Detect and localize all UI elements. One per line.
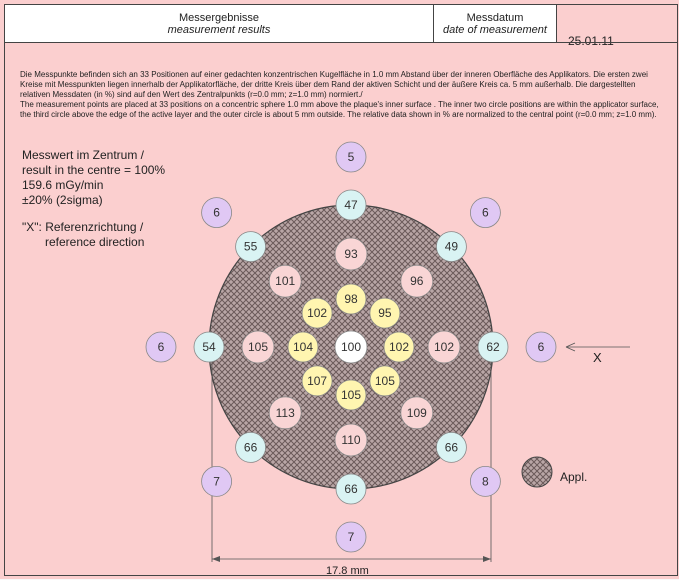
ring2-point-0-value: 93 xyxy=(344,247,358,261)
ring4-point-0 xyxy=(336,142,366,172)
ring3-point-2 xyxy=(478,332,508,362)
info-line-2: result in the centre = 100% xyxy=(22,163,166,177)
ring2-point-5 xyxy=(269,397,301,429)
ring2-point-1 xyxy=(401,265,433,297)
ring2-point-5-value: 113 xyxy=(275,405,295,420)
ring2-point-7-value: 101 xyxy=(275,274,296,289)
ring3-point-3-value: 66 xyxy=(444,440,459,455)
info-line-1: Messwert im Zentrum / xyxy=(22,148,145,162)
ring1-point-4 xyxy=(336,380,366,410)
ring1-point-5-value: 107 xyxy=(307,373,328,388)
ring3-point-5-value: 66 xyxy=(243,440,258,455)
ring2-point-7 xyxy=(269,265,301,297)
ring4-point-6 xyxy=(146,332,176,362)
date-title-de: Messdatum xyxy=(466,12,524,24)
ring1-point-2-value: 102 xyxy=(388,340,410,354)
ring1-point-6 xyxy=(288,332,318,362)
ring2-point-3-value: 109 xyxy=(406,405,427,420)
info-line-5: "X": Referenzrichtung / xyxy=(22,220,144,234)
ring4-point-1-value: 6 xyxy=(482,205,489,220)
info-line-4: ±20% (2sigma) xyxy=(22,193,103,207)
ring4-point-4-value: 7 xyxy=(347,530,355,544)
ring1-point-5 xyxy=(302,366,332,396)
ring1-point-0 xyxy=(336,284,366,314)
info-line-3: 159.6 mGy/min xyxy=(22,178,104,192)
results-title-en: measurement results xyxy=(167,24,271,36)
ring4-point-1 xyxy=(470,198,500,228)
ring1-point-2 xyxy=(384,332,414,362)
legend-swatch xyxy=(522,457,552,487)
description-en: The measurement points are placed at 33 positions on a concentric sphere 1.0 mm above the plaque's inner surface . The inner two circle positions are within the applicator surface, the third circle above the edge of the active layer and the outer circle is about 5 mm outside. The relative data shown in % are normalized to the central point (r=0.0 mm; z=1.0 mm). xyxy=(20,100,659,119)
center-point xyxy=(335,331,367,363)
ring4-point-7-value: 6 xyxy=(213,205,220,220)
ring2-point-0 xyxy=(335,238,367,270)
measurement-date: 25.01.11 xyxy=(568,34,614,48)
center-point-value: 100 xyxy=(340,340,362,354)
ring3-point-5 xyxy=(236,432,266,462)
ring1-point-3-value: 105 xyxy=(374,373,395,388)
info-line-6: reference direction xyxy=(45,235,145,249)
ring4-point-4 xyxy=(336,522,366,552)
ring3-point-0 xyxy=(336,190,366,220)
footer-border xyxy=(4,575,676,580)
ring3-point-2-value: 62 xyxy=(486,340,500,354)
ring3-point-3 xyxy=(436,432,466,462)
ring1-point-7-value: 102 xyxy=(307,306,328,321)
ring1-point-7 xyxy=(302,298,332,328)
ring4-point-7 xyxy=(202,198,232,228)
diameter-label: 17.8 mm xyxy=(326,565,369,577)
ring1-point-4-value: 105 xyxy=(340,388,362,402)
ring2-point-1-value: 96 xyxy=(410,274,424,289)
ring1-point-6-value: 104 xyxy=(292,340,314,354)
ring4-point-3 xyxy=(470,466,500,496)
legend-label: Appl. xyxy=(560,470,588,484)
ring2-point-2-value: 102 xyxy=(433,340,455,354)
ring3-point-6-value: 54 xyxy=(202,340,216,354)
ring4-point-2-value: 6 xyxy=(537,340,545,354)
ring2-point-2 xyxy=(428,331,460,363)
ring2-point-4-value: 110 xyxy=(341,433,361,447)
ring3-point-4-value: 66 xyxy=(344,482,358,496)
ring4-point-5-value: 7 xyxy=(213,474,220,489)
ring1-point-1 xyxy=(370,298,400,328)
ring3-point-6 xyxy=(194,332,224,362)
ring4-point-6-value: 6 xyxy=(157,340,165,354)
reference-direction-label: X xyxy=(593,350,602,365)
ring2-point-4 xyxy=(335,424,367,456)
ring4-point-0-value: 5 xyxy=(347,150,355,164)
ring3-point-4 xyxy=(336,474,366,504)
ring3-point-0-value: 47 xyxy=(344,198,358,212)
ring3-point-1 xyxy=(436,232,466,262)
ring3-point-1-value: 49 xyxy=(444,239,459,254)
date-title-en: date of measurement xyxy=(443,24,547,36)
ring1-point-0-value: 98 xyxy=(344,292,358,306)
ring1-point-3 xyxy=(370,366,400,396)
ring2-point-6 xyxy=(242,331,274,363)
ring1-point-1-value: 95 xyxy=(378,306,392,321)
ring4-point-2 xyxy=(526,332,556,362)
ring2-point-3 xyxy=(401,397,433,429)
ring4-point-5 xyxy=(202,466,232,496)
ring3-point-7-value: 55 xyxy=(243,239,258,254)
ring4-point-3-value: 8 xyxy=(482,474,489,489)
results-title-de: Messergebnisse xyxy=(178,12,260,24)
description-de: Die Messpunkte befinden sich an 33 Positionen auf einer gedachten konzentrischen Kugelfläche in 1.0 mm Abstand über der inneren Oberfläche des Applikators. Die ersten zwei Kreise mit Messpunkten liegen innerhalb der Applikatorfläche, der dritte Kreis über dem Rand der aktiven Schicht und der äußere Kreis ca. 5 mm außerhalb. Die dargestellten relativen Messdaten (in %) sind auf den Wert des Zentralpunkts (r=0.0 mm; z=1.0 mm) normiert./ xyxy=(20,70,648,99)
ring2-point-6-value: 105 xyxy=(247,340,269,354)
ring3-point-7 xyxy=(236,232,266,262)
